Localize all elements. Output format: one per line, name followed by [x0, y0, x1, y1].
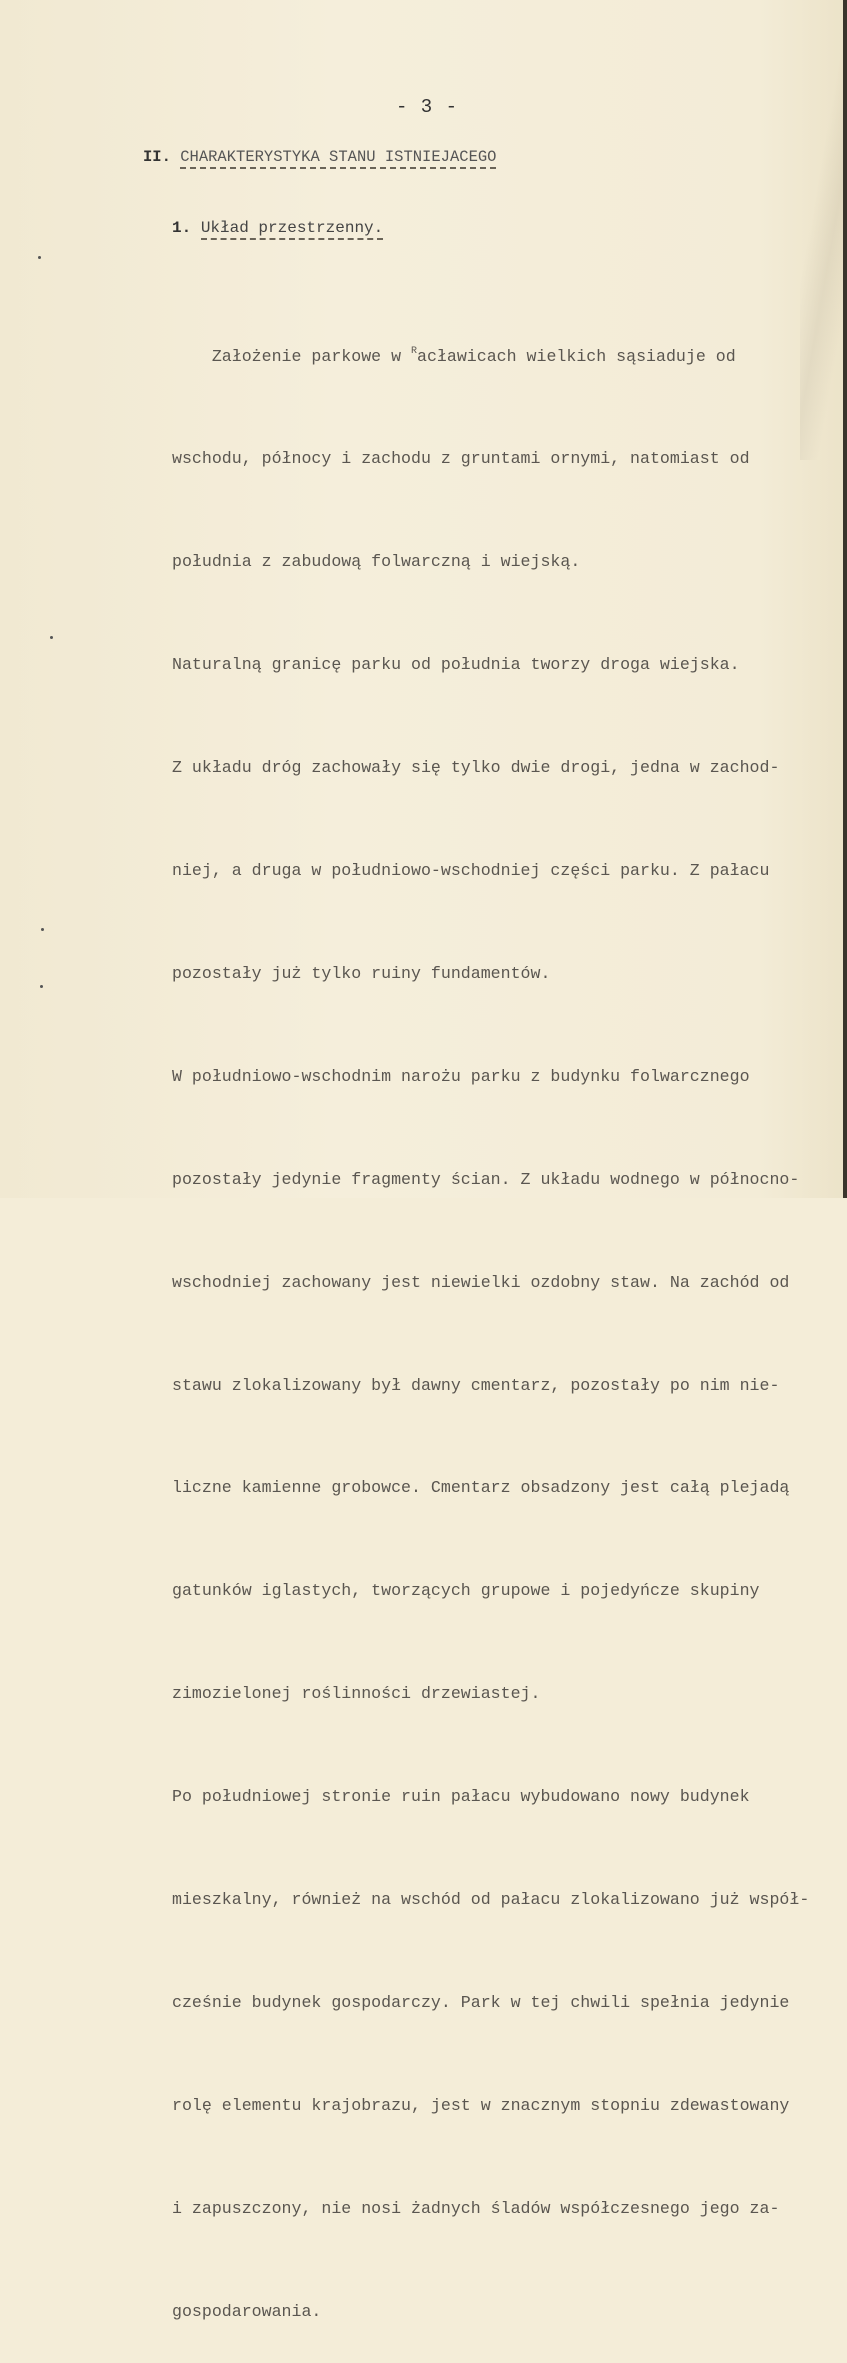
- text-line: stawu zlokalizowany był dawny cmentarz, pozostały po nim nie-: [172, 1375, 780, 1395]
- text-line: wschodu, północy i zachodu z gruntami ornymi, natomiast od: [172, 449, 750, 469]
- body-text: [172, 266, 809, 2363]
- text-line: niej, a druga w południowo-wschodniej części parku. Z pałacu: [172, 861, 770, 881]
- line-rest: acławicach wielkich sąsiaduje od: [417, 346, 736, 366]
- text-line: zimozielonej roślinności drzewiastej.: [172, 1684, 541, 1704]
- text-line: wschodniej zachowany jest niewielki ozdobny staw. Na zachód od: [172, 1272, 790, 1292]
- text-line: cześnie budynek gospodarczy. Park w tej chwili spełnia jedynie: [172, 1992, 790, 2012]
- page-edge: [843, 0, 847, 1198]
- text-line: rolę elementu krajobrazu, jest w znacznym stopniu zdewastowany: [172, 2095, 790, 2115]
- section-heading: [143, 148, 496, 166]
- text-line: pozostały jedynie fragmenty ścian. Z układu wodnego w północno-: [172, 1169, 800, 1189]
- margin-mark: [50, 636, 53, 639]
- text-line: Naturalną granicę parku od południa tworzy droga wiejska.: [172, 655, 740, 675]
- text-line: gatunków iglastych, tworzących grupowe i pojedyńcze skupiny: [172, 1581, 760, 1601]
- subsection-title: Układ przestrzenny.: [201, 219, 383, 240]
- text-line: Po południowej stronie ruin pałacu wybudowano nowy budynek: [172, 1787, 750, 1807]
- text-line: liczne kamienne grobowce. Cmentarz obsadzony jest całą plejadą: [172, 1478, 790, 1498]
- section-title: CHARAKTERYSTYKA STANU ISTNIEJACEGO: [180, 148, 496, 169]
- section-number: II.: [143, 148, 171, 166]
- text-line: mieszkalny, również na wschód od pałacu zlokalizowano już współ-: [172, 1889, 810, 1909]
- margin-mark: [40, 985, 43, 988]
- subsection-heading: [172, 219, 383, 237]
- text-line: W południowo-wschodnim narożu parku z budynku folwarcznego: [172, 1066, 750, 1086]
- text-line: i zapuszczony, nie nosi żadnych śladów współczesnego jego za-: [172, 2198, 780, 2218]
- superscript-correction: R: [411, 345, 418, 357]
- page-number: - 3 -: [396, 96, 459, 118]
- line-prefix: Założenie parkowe w: [172, 346, 411, 366]
- text-line: pozostały już tylko ruiny fundamentów.: [172, 963, 551, 983]
- margin-mark: [38, 256, 41, 259]
- subsection-number: 1.: [172, 219, 192, 237]
- text-line: [172, 335, 809, 374]
- text-line: Z układu dróg zachowały się tylko dwie drogi, jedna w zachod-: [172, 758, 780, 778]
- margin-mark: [41, 928, 44, 931]
- text-line: gospodarowania.: [172, 2301, 322, 2321]
- text-line: południa z zabudową folwarczną i wiejską.: [172, 552, 581, 572]
